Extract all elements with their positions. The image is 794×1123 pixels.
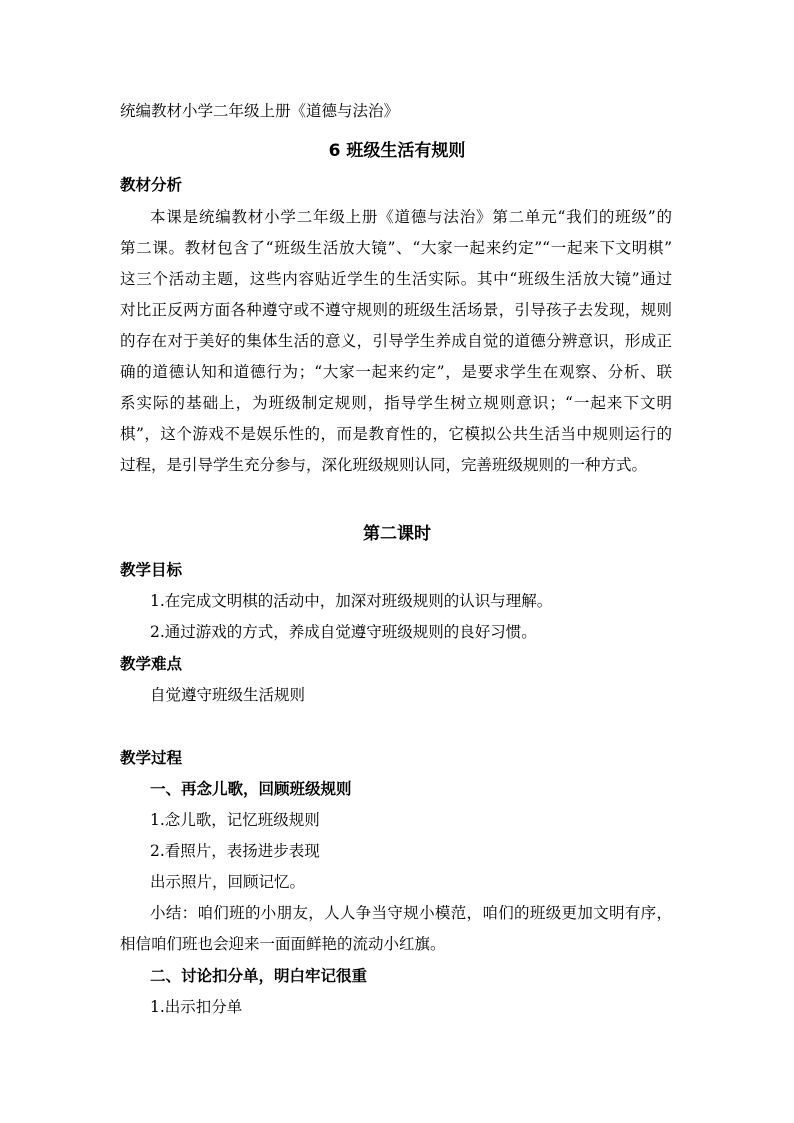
process-item: 1.出示扣分单 bbox=[150, 998, 243, 1016]
analysis-paragraph-line: 的存在对于美好的集体生活的意义，引导学生养成自觉的道德分辨意识，形成正 bbox=[120, 332, 672, 350]
process-item: 出示照片，回顾记忆。 bbox=[150, 873, 306, 891]
objectives-heading: 教学目标 bbox=[120, 561, 183, 579]
analysis-paragraph-line: 确的道德认知和道德行为；“大家一起来约定”，是要求学生在观察、分析、联 bbox=[120, 363, 672, 381]
process-item: 2.看照片，表扬进步表现 bbox=[150, 842, 320, 860]
difficulty-heading: 教学难点 bbox=[120, 655, 183, 673]
analysis-paragraph-line: 过程，是引导学生充分参与，深化班级规则认同，完善班级规则的一种方式。 bbox=[120, 456, 648, 474]
process-heading: 教学过程 bbox=[120, 749, 183, 767]
process-item: 1.念儿歌，记忆班级规则 bbox=[150, 811, 320, 829]
difficulty-text: 自觉遵守班级生活规则 bbox=[150, 686, 306, 704]
objective-item: 1.在完成文明棋的活动中，加深对班级规则的认识与理解。 bbox=[150, 592, 553, 610]
process-section-title: 一、再念儿歌，回顾班级规则 bbox=[150, 780, 352, 798]
period-title: 第二课时 bbox=[363, 524, 431, 544]
header-line: 统编教材小学二年级上册《道德与法治》 bbox=[120, 102, 400, 120]
analysis-paragraph-line: 对比正反两方面各种遵守或不遵守规则的班级生活场景，引导孩子去发现，规则 bbox=[120, 301, 672, 319]
analysis-paragraph-line: 系实际的基础上，为班级制定规则，指导学生树立规则意识；“一起来下文明 bbox=[120, 394, 672, 412]
objective-item: 2.通过游戏的方式，养成自觉遵守班级规则的良好习惯。 bbox=[150, 623, 537, 641]
summary-line: 相信咱们班也会迎来一面面鲜艳的流动小红旗。 bbox=[120, 935, 446, 953]
analysis-paragraph-line: 第二课。教材包含了“班级生活放大镜”、“大家一起来约定”“一起来下文明棋” bbox=[120, 239, 672, 257]
analysis-paragraph-line: 棋”，这个游戏不是娱乐性的，而是教育性的，它模拟公共生活当中规则运行的 bbox=[120, 425, 672, 443]
lesson-title: 6 班级生活有规则 bbox=[328, 141, 466, 161]
summary-line: 小结：咱们班的小朋友，人人争当守规小模范，咱们的班级更加文明有序， bbox=[150, 904, 672, 922]
analysis-heading: 教材分析 bbox=[120, 176, 183, 194]
analysis-paragraph-line: 本课是统编教材小学二年级上册《道德与法治》第二单元“我们的班级”的 bbox=[150, 208, 672, 226]
process-section-title: 二、讨论扣分单，明白牢记很重 bbox=[150, 967, 368, 985]
analysis-paragraph-line: 这三个活动主题，这些内容贴近学生的生活实际。其中“班级生活放大镜”通过 bbox=[120, 270, 672, 288]
